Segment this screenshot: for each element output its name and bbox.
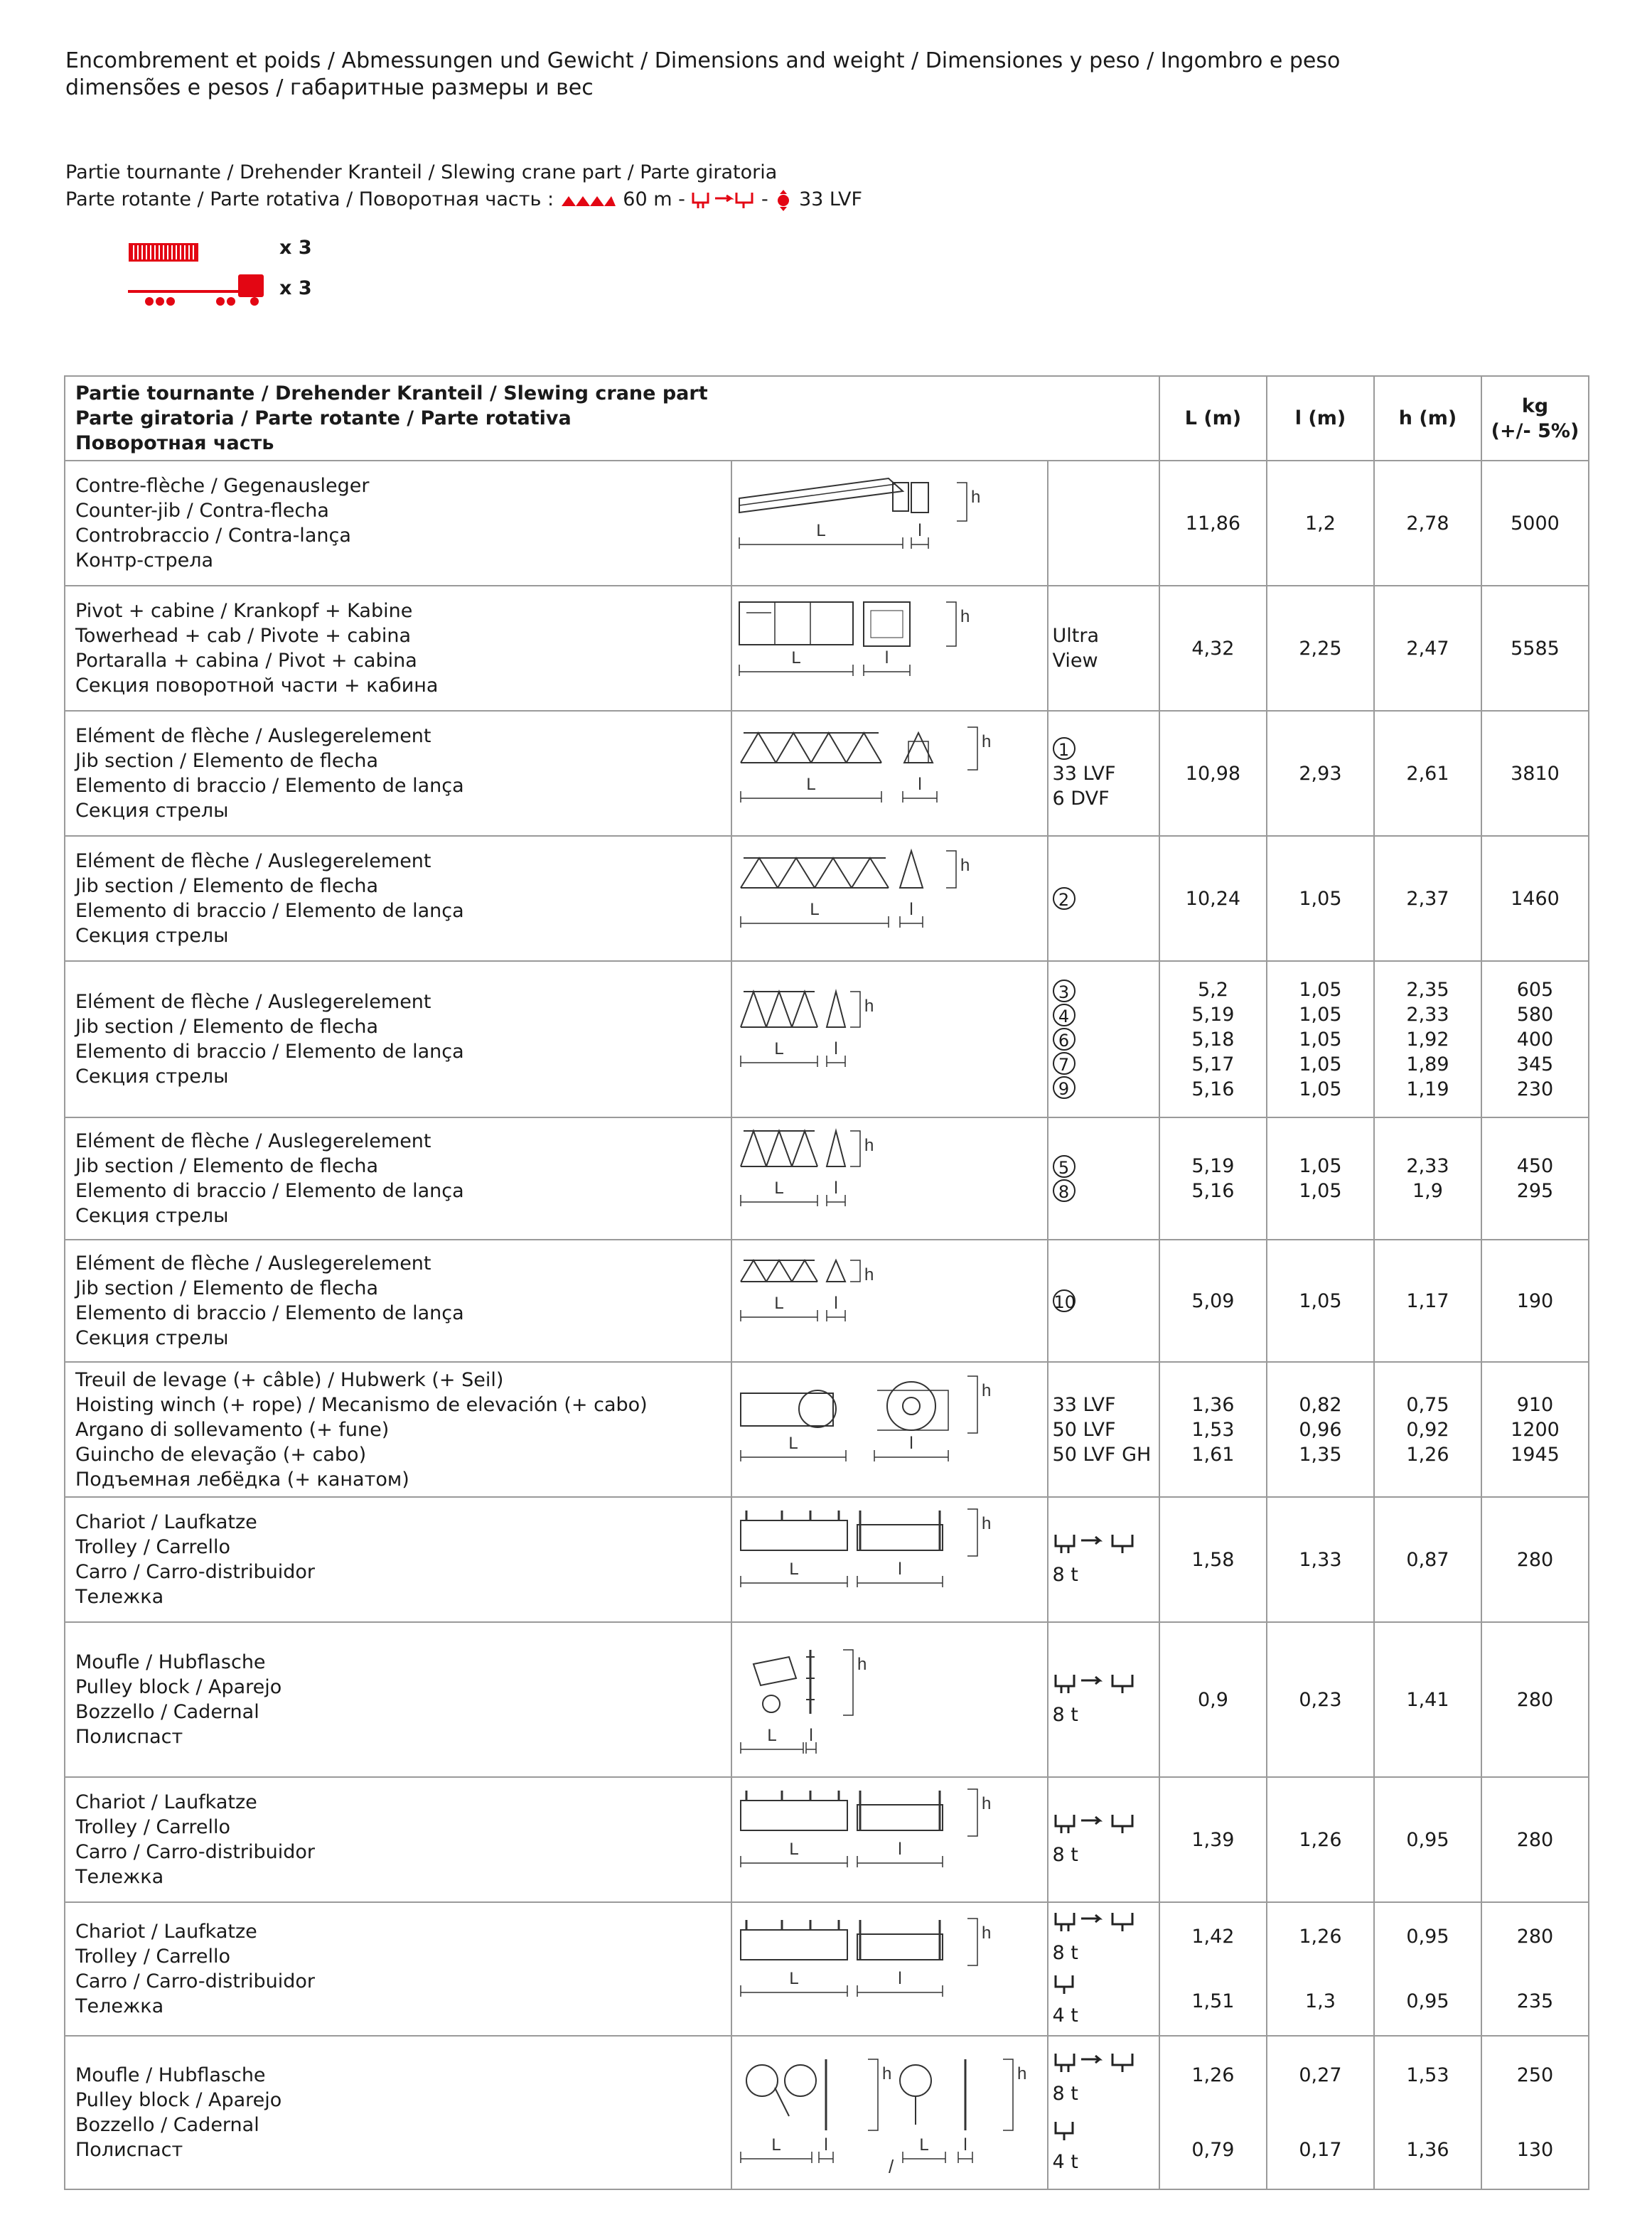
value-height: 2,47: [1374, 586, 1481, 711]
value-width: 0,23: [1267, 1622, 1374, 1777]
value-length: 1,36 1,53 1,61: [1159, 1362, 1267, 1497]
value-height: 1,53 1,36: [1374, 2036, 1481, 2189]
sketch-label-h: h: [857, 1655, 867, 1674]
value-weight: 190: [1481, 1240, 1589, 1362]
jib-section-number: 9: [1053, 1076, 1076, 1099]
sketch-label-L: L: [774, 1179, 784, 1198]
sketch-label-L: L: [810, 900, 820, 919]
header-height: h (m): [1374, 376, 1481, 461]
value-weight: 605 580 400 345 230: [1481, 961, 1589, 1117]
value-width: 1,05 1,05: [1267, 1117, 1374, 1240]
variant-cell: [1048, 1240, 1159, 1362]
variant-cell: [1048, 1117, 1159, 1240]
value-length: 5,2 5,19 5,18 5,17 5,16: [1159, 961, 1267, 1117]
component-description: Chariot / Laufkatze Trolley / Carrello Carro / Carro-distribuidor Тележка: [65, 1902, 731, 2036]
sketch-label-L: L: [791, 648, 801, 667]
jib-section-number: 10: [1053, 1289, 1076, 1312]
component-sketch: [732, 1499, 1017, 1620]
component-description: Elément de flèche / Auslegerelement Jib section / Elemento de flecha Elemento di braccio / Elemento de lança Секция стрелы: [65, 961, 731, 1117]
sketch2-label-l: l: [963, 2135, 967, 2155]
value-height: 2,33 1,9: [1374, 1117, 1481, 1240]
variant-label: 50 LVF GH: [1052, 1443, 1152, 1466]
config-dash: -: [761, 188, 768, 210]
sketch-label-L: L: [789, 1560, 799, 1579]
component-description: Chariot / Laufkatze Trolley / Carrello Carro / Carro-distribuidor Тележка: [65, 1777, 731, 1902]
sketch-label-L: L: [816, 521, 826, 540]
trolley-hook-icon: [691, 190, 755, 211]
sketch-label-l: l: [898, 1969, 902, 1988]
value-height: 0,87: [1374, 1497, 1481, 1622]
jib-section-number: 2: [1053, 887, 1076, 910]
variant-cell: [1048, 836, 1159, 961]
component-description: Moufle / Hubflasche Pulley block / Aparejo Bozzello / Cadernal Полиспаст: [65, 1622, 731, 1777]
value-weight: 280: [1481, 1497, 1589, 1622]
component-description: Treuil de levage (+ câble) / Hubwerk (+ Seil) Hoisting winch (+ rope) / Mecanismo de elevación (+ cabo) Argano di sollevamento (+ fune) Guincho de elevação (+ cabo) Подъемная лебёдка (+ канатом): [65, 1362, 731, 1497]
component-sketch: [732, 463, 1017, 584]
value-width: 1,26 1,3: [1267, 1902, 1374, 2036]
sketch-cell: [731, 836, 1048, 961]
sketch-separator: /: [889, 2156, 894, 2177]
value-width: 2,25: [1267, 586, 1374, 711]
value-length: 1,42 1,51: [1159, 1902, 1267, 2036]
value-width: 1,05 1,05 1,05 1,05 1,05: [1267, 961, 1374, 1117]
sketch-label-l: l: [918, 775, 922, 794]
truck-icon: [128, 272, 270, 308]
component-sketch: [732, 979, 1017, 1100]
component-description: Elément de flèche / Auslegerelement Jib section / Elemento de flecha Elemento di braccio / Elemento de lança Секция стрелы: [65, 836, 731, 961]
sketch-label-L: L: [788, 1434, 798, 1453]
jib-section-number: 3: [1053, 980, 1076, 1002]
sketch-cell: [731, 461, 1048, 586]
jib-section-number: 1: [1053, 737, 1076, 760]
variant-label: 6 DVF: [1052, 788, 1110, 810]
variant-label: View: [1052, 650, 1098, 672]
component-sketch: [732, 2045, 1027, 2180]
sketch-label-l: l: [909, 1434, 913, 1453]
hook-4t-icon: [1053, 2119, 1081, 2143]
value-width: 1,2: [1267, 461, 1374, 586]
table-row: [65, 711, 1589, 836]
table-row: [65, 586, 1589, 711]
value-length: 11,86: [1159, 461, 1267, 586]
component-description: Elément de flèche / Auslegerelement Jib section / Elemento de flecha Elemento di braccio / Elemento de lança Секция стрелы: [65, 1117, 731, 1240]
value-width: 1,05: [1267, 1240, 1374, 1362]
sketch-label-l: l: [834, 1039, 838, 1058]
variant-label: 8 t: [1052, 1844, 1078, 1866]
variant-cell: [1048, 1902, 1159, 2036]
component-sketch: [732, 1779, 1017, 1900]
sketch-cell: [731, 1117, 1048, 1240]
variant-cell: [1048, 1362, 1159, 1497]
sketch-cell: [731, 1777, 1048, 1902]
sketch-cell: [731, 1902, 1048, 2036]
container-icon: [128, 242, 199, 263]
variant-label: 8 t: [1052, 1942, 1078, 1964]
sketch-label-L: L: [789, 1969, 799, 1988]
component-sketch: [732, 588, 1017, 709]
variant-label: 8 t: [1052, 1564, 1078, 1586]
table-row: [65, 1902, 1589, 2036]
trolley-travel-icon: [1053, 1672, 1138, 1696]
value-weight: 910 1200 1945: [1481, 1362, 1589, 1497]
sketch-label-l: l: [884, 648, 889, 667]
header-width: l (m): [1267, 376, 1374, 461]
sketch-label-h: h: [982, 1381, 992, 1400]
value-length: 5,19 5,16: [1159, 1117, 1267, 1240]
jib-section-number: 8: [1053, 1179, 1076, 1202]
variant-label: Ultra: [1052, 625, 1100, 647]
sketch-label-h: h: [864, 997, 874, 1016]
sketch-label-l: l: [809, 1726, 813, 1745]
jib-section-number: 6: [1053, 1028, 1076, 1051]
value-length: 5,09: [1159, 1240, 1267, 1362]
sketch-label-L: L: [767, 1726, 777, 1745]
variant-cell: [1048, 461, 1159, 586]
value-length: 1,39: [1159, 1777, 1267, 1902]
value-length: 1,26 0,79: [1159, 2036, 1267, 2189]
jib-section-number: 5: [1053, 1155, 1076, 1178]
variant-label: 50 LVF: [1052, 1418, 1116, 1441]
table-row: [65, 1117, 1589, 1240]
component-description: Contre-flèche / Gegenausleger Counter-jib / Contra-flecha Controbraccio / Contra-lança Контр-стрела: [65, 461, 731, 586]
sketch-label-h: h: [971, 488, 981, 507]
sketch-label-h: h: [864, 1136, 874, 1155]
sketch-label-h: h: [960, 607, 970, 626]
configuration-line: [65, 186, 862, 213]
sketch-label-h: h: [982, 1924, 992, 1943]
value-height: 2,61: [1374, 711, 1481, 836]
value-length: 4,32: [1159, 586, 1267, 711]
sketch-cell: [731, 1362, 1048, 1497]
dimensions-table: [64, 375, 1589, 2190]
sketch-label-L: L: [789, 1840, 799, 1859]
jib-section-number: 7: [1053, 1052, 1076, 1075]
winch-icon: [774, 190, 793, 211]
variant-label: 4 t: [1052, 2005, 1078, 2027]
page-title: Encombrement et poids / Abmessungen und Gewicht / Dimensions and weight / Dimensiones y peso / Ingombro e peso: [65, 48, 1341, 73]
variant-cell: [1048, 1497, 1159, 1622]
config-prefix: Parte rotante / Parte rotativa / Поворотная часть :: [65, 188, 554, 210]
component-description: Moufle / Hubflasche Pulley block / Aparejo Bozzello / Cadernal Полиспаст: [65, 2036, 731, 2189]
table-row: [65, 1240, 1589, 1362]
sketch-label-h: h: [982, 1514, 992, 1533]
value-height: 2,35 2,33 1,92 1,89 1,19: [1374, 961, 1481, 1117]
section-subtitle: Partie tournante / Drehender Kranteil / Slewing crane part / Parte giratoria: [65, 161, 778, 183]
jib-icon: [560, 193, 617, 208]
variant-label: 4 t: [1052, 2151, 1078, 2173]
variant-cell: [1048, 961, 1159, 1117]
sketch2-label-L: L: [919, 2135, 929, 2155]
page-title-line2: dimensões e pesos / габаритные размеры и вес: [65, 75, 594, 100]
value-width: 1,33: [1267, 1497, 1374, 1622]
table-row: [65, 1497, 1589, 1622]
variant-cell: [1048, 2036, 1159, 2189]
value-height: 0,95: [1374, 1777, 1481, 1902]
container-count: x 3: [279, 237, 312, 259]
variant-label: 33 LVF: [1052, 1393, 1116, 1416]
truck-count: x 3: [279, 277, 312, 299]
trolley-travel-icon: [1053, 2051, 1138, 2075]
variant-label: 8 t: [1052, 1704, 1078, 1726]
value-weight: 3810: [1481, 711, 1589, 836]
component-sketch: [732, 1369, 1017, 1490]
config-winch: 33 LVF: [798, 188, 862, 210]
value-weight: 280: [1481, 1622, 1589, 1777]
sketch-cell: [731, 1240, 1048, 1362]
variant-cell: [1048, 711, 1159, 836]
sketch-label-L: L: [774, 1294, 784, 1313]
sketch-label-l: l: [834, 1294, 838, 1313]
component-sketch: [732, 713, 1017, 834]
value-height: 1,41: [1374, 1622, 1481, 1777]
sketch-cell: [731, 1622, 1048, 1777]
trolley-travel-icon: [1053, 1910, 1138, 1934]
sketch-label-l: l: [824, 2135, 828, 2155]
sketch-label-l: l: [909, 900, 913, 919]
header-length: L (m): [1159, 376, 1267, 461]
component-description: Elément de flèche / Auslegerelement Jib section / Elemento de flecha Elemento di braccio / Elemento de lança Секция стрелы: [65, 711, 731, 836]
sketch-label-l: l: [918, 521, 922, 540]
sketch-cell: [731, 2036, 1048, 2189]
table-row: [65, 2036, 1589, 2189]
sketch-cell: [731, 711, 1048, 836]
table-row: [65, 1362, 1589, 1497]
sketch-label-h: h: [960, 856, 970, 875]
value-height: 2,78: [1374, 461, 1481, 586]
value-height: 1,17: [1374, 1240, 1481, 1362]
table-row: [65, 1622, 1589, 1777]
component-sketch: [732, 1118, 1017, 1239]
value-weight: 5585: [1481, 586, 1589, 711]
table-row: [65, 836, 1589, 961]
value-weight: 250 130: [1481, 2036, 1589, 2189]
value-weight: 280 235: [1481, 1902, 1589, 2036]
sketch-label-h: h: [864, 1265, 874, 1284]
sketch-label-l: l: [898, 1560, 902, 1579]
sketch-label-h: h: [982, 1794, 992, 1813]
sketch-cell: [731, 1497, 1048, 1622]
value-length: 0,9: [1159, 1622, 1267, 1777]
component-sketch: [732, 1909, 1017, 2029]
component-description: Pivot + cabine / Krankopf + Kabine Towerhead + cab / Pivote + cabina Portaralla + cabina / Pivot + cabina Секция поворотной части + кабина: [65, 586, 731, 711]
variant-cell: [1048, 586, 1159, 711]
component-description: Chariot / Laufkatze Trolley / Carrello Carro / Carro-distribuidor Тележка: [65, 1497, 731, 1622]
value-weight: 280: [1481, 1777, 1589, 1902]
component-description: Elément de flèche / Auslegerelement Jib section / Elemento de flecha Elemento di braccio / Elemento de lança Секция стрелы: [65, 1240, 731, 1362]
variant-label: 33 LVF: [1052, 763, 1116, 785]
variant-label: 8 t: [1052, 2083, 1078, 2105]
value-height: 2,37: [1374, 836, 1481, 961]
sketch-label-h: h: [982, 732, 992, 751]
variant-cell: [1048, 1622, 1159, 1777]
value-height: 0,95 0,95: [1374, 1902, 1481, 2036]
component-sketch: [732, 1636, 1017, 1764]
table-row: [65, 461, 1589, 586]
sketch-label-l: l: [898, 1840, 902, 1859]
value-weight: 5000: [1481, 461, 1589, 586]
header-weight: kg (+/- 5%): [1481, 376, 1589, 461]
trolley-travel-icon: [1053, 1812, 1138, 1836]
sketch-label-h: h: [882, 2064, 892, 2083]
jib-section-number: 4: [1053, 1004, 1076, 1026]
header-name: Partie tournante / Drehender Kranteil / Slewing crane part Parte giratoria / Parte rotante / Parte rotativa Поворотная часть: [65, 376, 1159, 461]
table-row: [65, 961, 1589, 1117]
sketch2-label-h: h: [1017, 2064, 1027, 2083]
value-width: 1,26: [1267, 1777, 1374, 1902]
value-weight: 450 295: [1481, 1117, 1589, 1240]
table-header-row: [65, 376, 1589, 461]
component-sketch: [732, 1240, 1017, 1361]
value-width: 0,27 0,17: [1267, 2036, 1374, 2189]
variant-cell: [1048, 1777, 1159, 1902]
sketch-label-L: L: [774, 1039, 784, 1058]
value-length: 10,98: [1159, 711, 1267, 836]
trolley-travel-icon: [1053, 1532, 1138, 1556]
hook-4t-icon: [1053, 1973, 1081, 1997]
sketch-label-L: L: [806, 775, 816, 794]
value-length: 1,58: [1159, 1497, 1267, 1622]
table-row: [65, 1777, 1589, 1902]
value-weight: 1460: [1481, 836, 1589, 961]
sketch-cell: [731, 586, 1048, 711]
value-height: 0,75 0,92 1,26: [1374, 1362, 1481, 1497]
value-width: 1,05: [1267, 836, 1374, 961]
sketch-cell: [731, 961, 1048, 1117]
sketch-label-L: L: [771, 2135, 781, 2155]
config-jib-length: 60 m -: [623, 188, 685, 210]
sketch-label-l: l: [834, 1179, 838, 1198]
component-sketch: [732, 838, 1017, 959]
value-length: 10,24: [1159, 836, 1267, 961]
value-width: 0,82 0,96 1,35: [1267, 1362, 1374, 1497]
value-width: 2,93: [1267, 711, 1374, 836]
